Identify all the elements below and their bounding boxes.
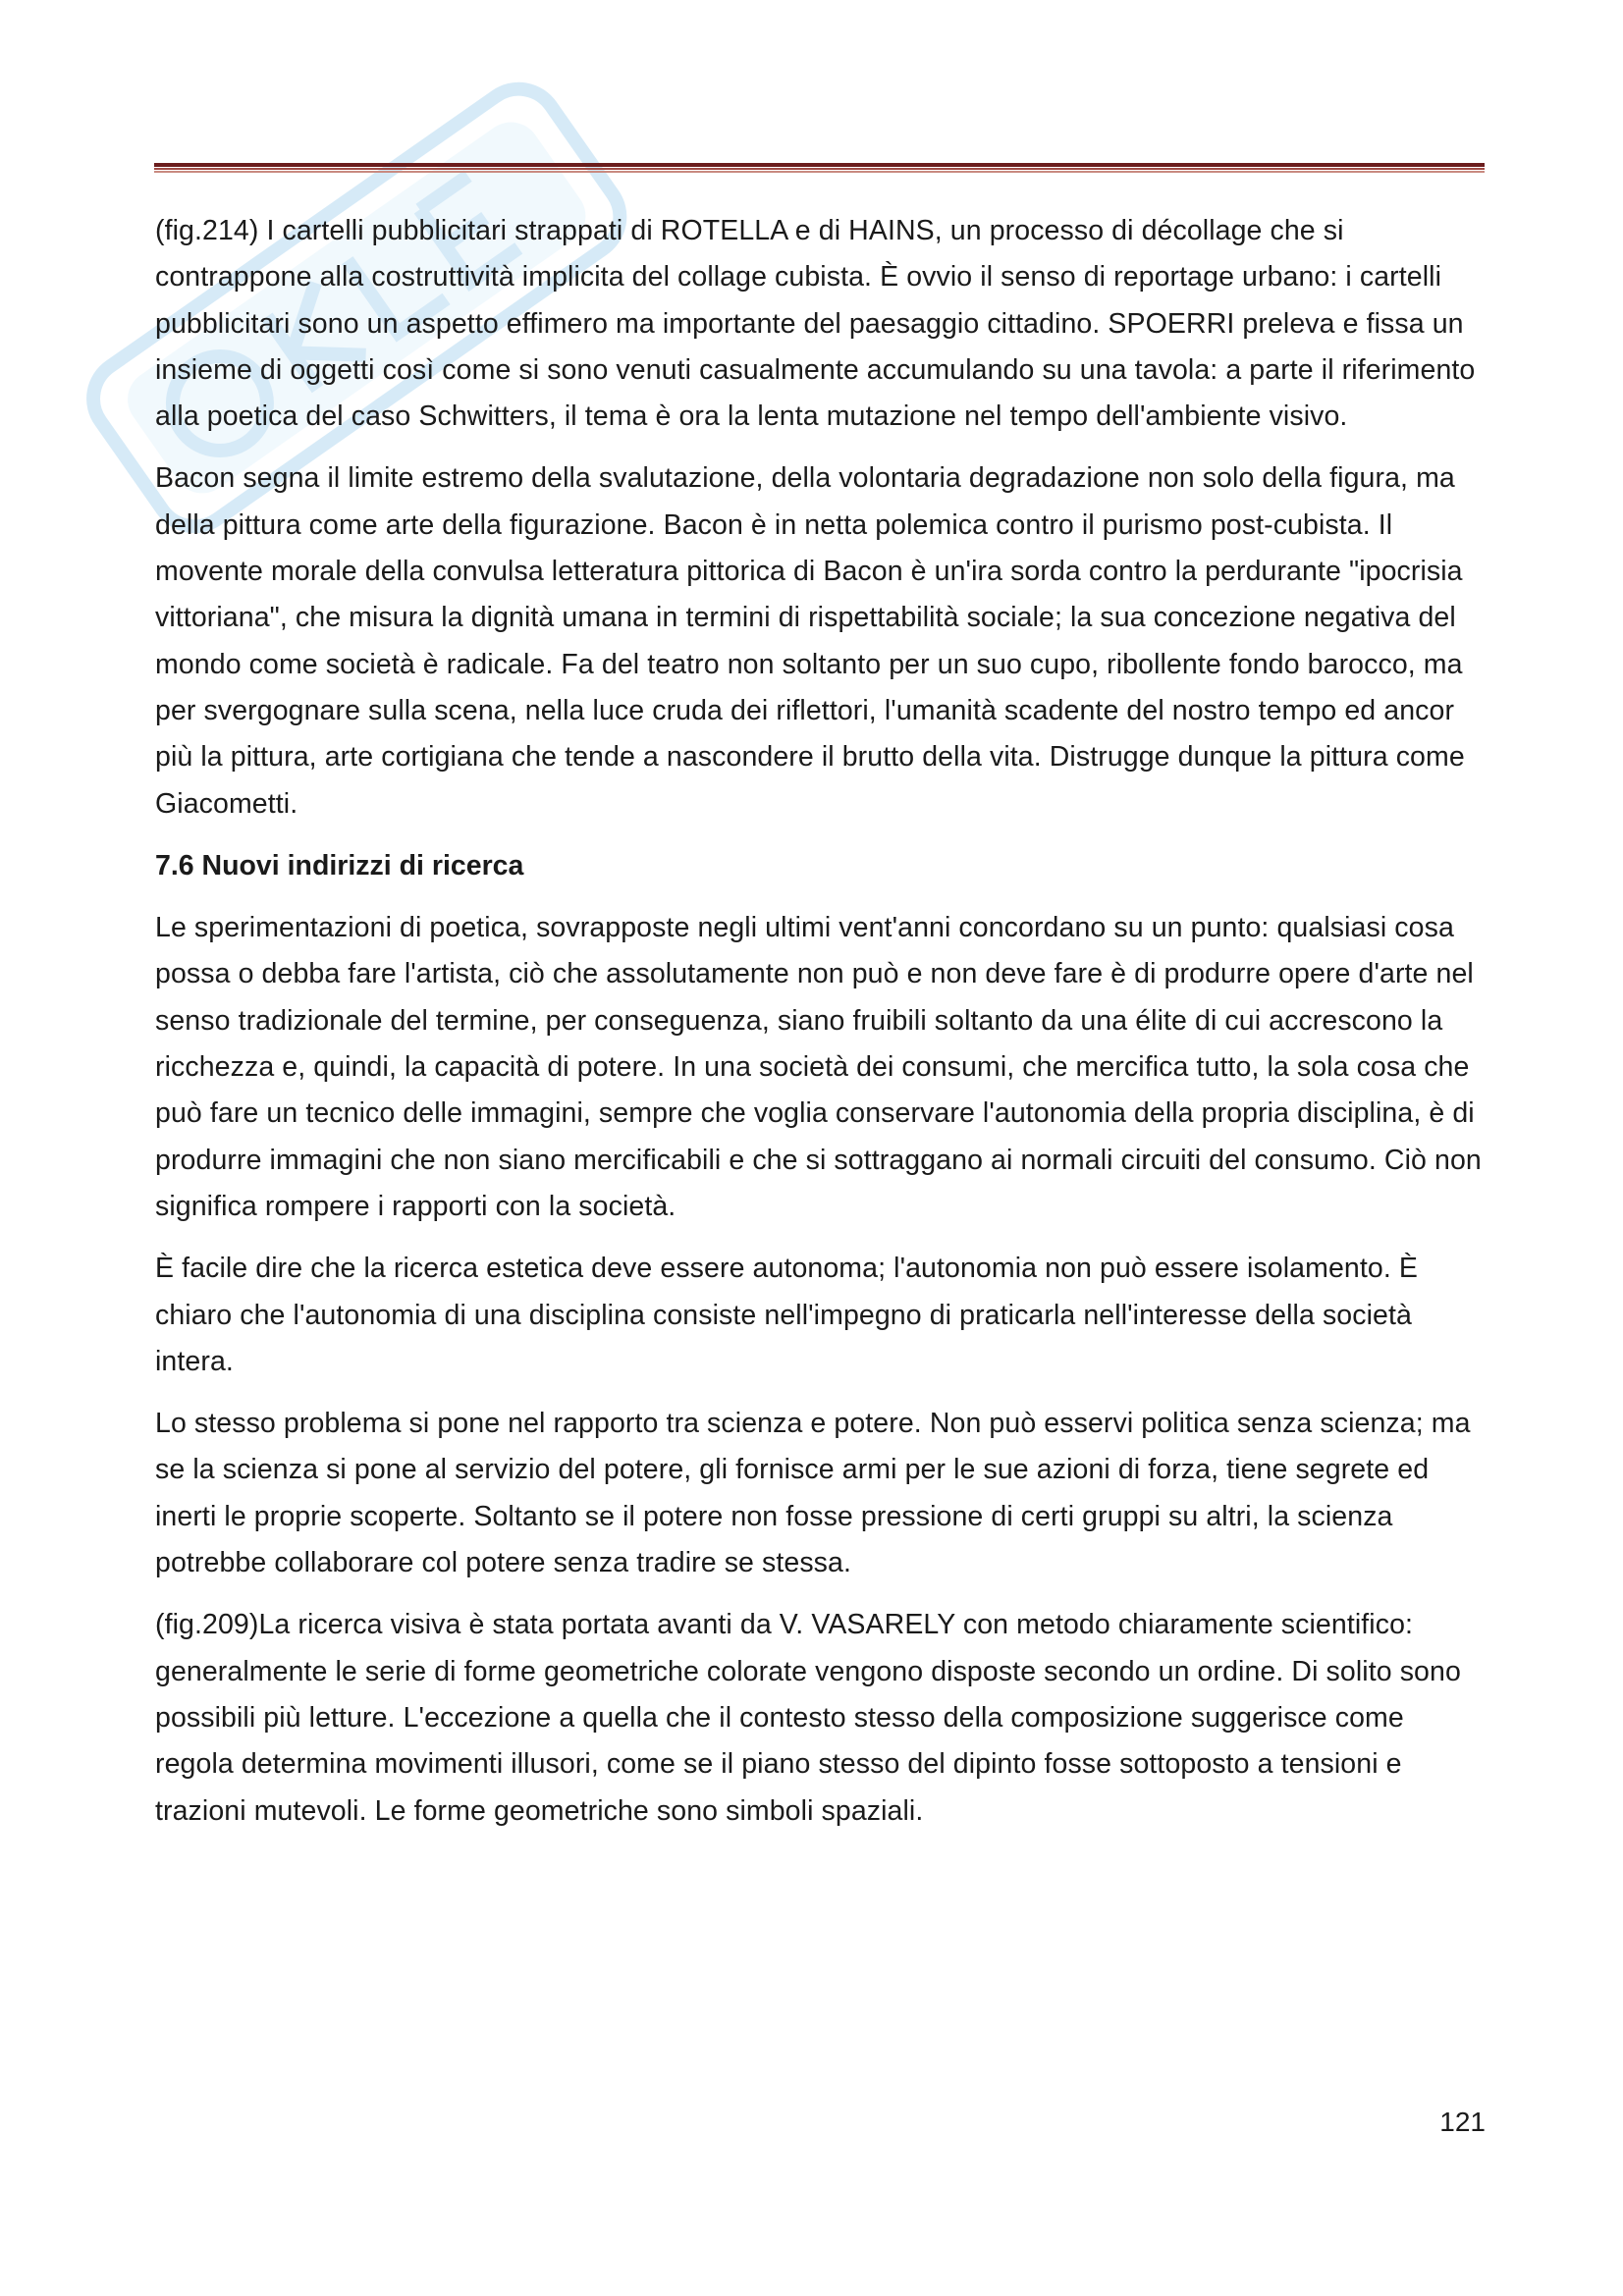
- header-rule: [154, 163, 1485, 174]
- paragraph-bacon: Bacon segna il limite estremo della svalutazione, della volontaria degradazione non solo della figura, ma della pittura come arte della figurazione. Bacon è in netta polemica contro il purismo post-cubista. Il movente morale della convulsa letteratura pittorica di Bacon è un'ira sorda contro la perdurante "ipocrisia vittoriana", che misura la dignità umana in termini di rispettabilità sociale; la sua concezione negativa del mondo come società è radicale. Fa del teatro non soltanto per un suo cupo, ribollente fondo barocco, ma per svergognare sulla scena, nella luce cruda dei riflettori, l'umanità scadente del nostro tempo ed ancor più la pittura, arte cortigiana che tende a nascondere il brutto della vita. Distrugge dunque la pittura come Giacometti.: [155, 462, 1465, 820]
- page-body: [155, 208, 1486, 1850]
- paragraph-scienza-potere: Lo stesso problema si pone nel rapporto tra scienza e potere. Non può esservi politica senza scienza; ma se la scienza si pone al servizio del potere, gli fornisce armi per le sue azioni di forza, tiene segrete ed inerti le proprie scoperte. Soltanto se il potere non fosse pressione di certi gruppi su altri, la scienza potrebbe collaborare col potere senza tradire se stessa.: [155, 1408, 1471, 1579]
- paragraph-rotella-hains: (fig.214) I cartelli pubblicitari strappati di ROTELLA e di HAINS, un processo di décollage che si contrappone alla costruttività implicita del collage cubista. È ovvio il senso di reportage urbano: i cartelli pubblicitari sono un aspetto effimero ma importante del paesaggio cittadino. SPOERRI preleva e fissa un insieme di oggetti così come si sono venuti casualmente accumulando su una tavola: a parte il riferimento alla poetica del caso Schwitters, il tema è ora la lenta mutazione nel tempo dell'ambiente visivo.: [155, 215, 1476, 433]
- paragraph-vasarely: (fig.209)La ricerca visiva è stata portata avanti da V. VASARELY con metodo chiaramente scientifico: generalmente le serie di forme geometriche colorate vengono disposte secondo un ordine. Di solito sono possibili più letture. L'eccezione a quella che il contesto stesso della composizione suggerisce come regola determina movimenti illusori, come se il piano stesso del dipinto fosse sottoposto a tensioni e trazioni mutevoli. Le forme geometriche sono simboli spaziali.: [155, 1609, 1461, 1827]
- page-number: 121: [1439, 2107, 1486, 2137]
- section-heading: 7.6 Nuovi indirizzi di ricerca: [155, 849, 524, 881]
- paragraph-autonomia: È facile dire che la ricerca estetica deve essere autonoma; l'autonomia non può essere isolamento. È chiaro che l'autonomia di una disciplina consiste nell'impegno di praticarla nell'interesse della società intera.: [155, 1253, 1418, 1377]
- paragraph-sperimentazioni: Le sperimentazioni di poetica, sovrapposte negli ultimi vent'anni concordano su un punto: qualsiasi cosa possa o debba fare l'artista, ciò che assolutamente non può e non deve fare è di produrre opere d'arte nel senso tradizionale del termine, per conseguenza, siano fruibili soltanto da una élite di cui accrescono la ricchezza e, quindi, la capacità di potere. In una società dei consumi, che mercifica tutto, la sola cosa che può fare un tecnico delle immagini, sempre che voglia conservare l'autonomia della propria disciplina, è di produrre immagini che non siano mercificabili e che si sottraggano ai normali circuiti del consumo. Ciò non significa rompere i rapporti con la società.: [155, 912, 1482, 1222]
